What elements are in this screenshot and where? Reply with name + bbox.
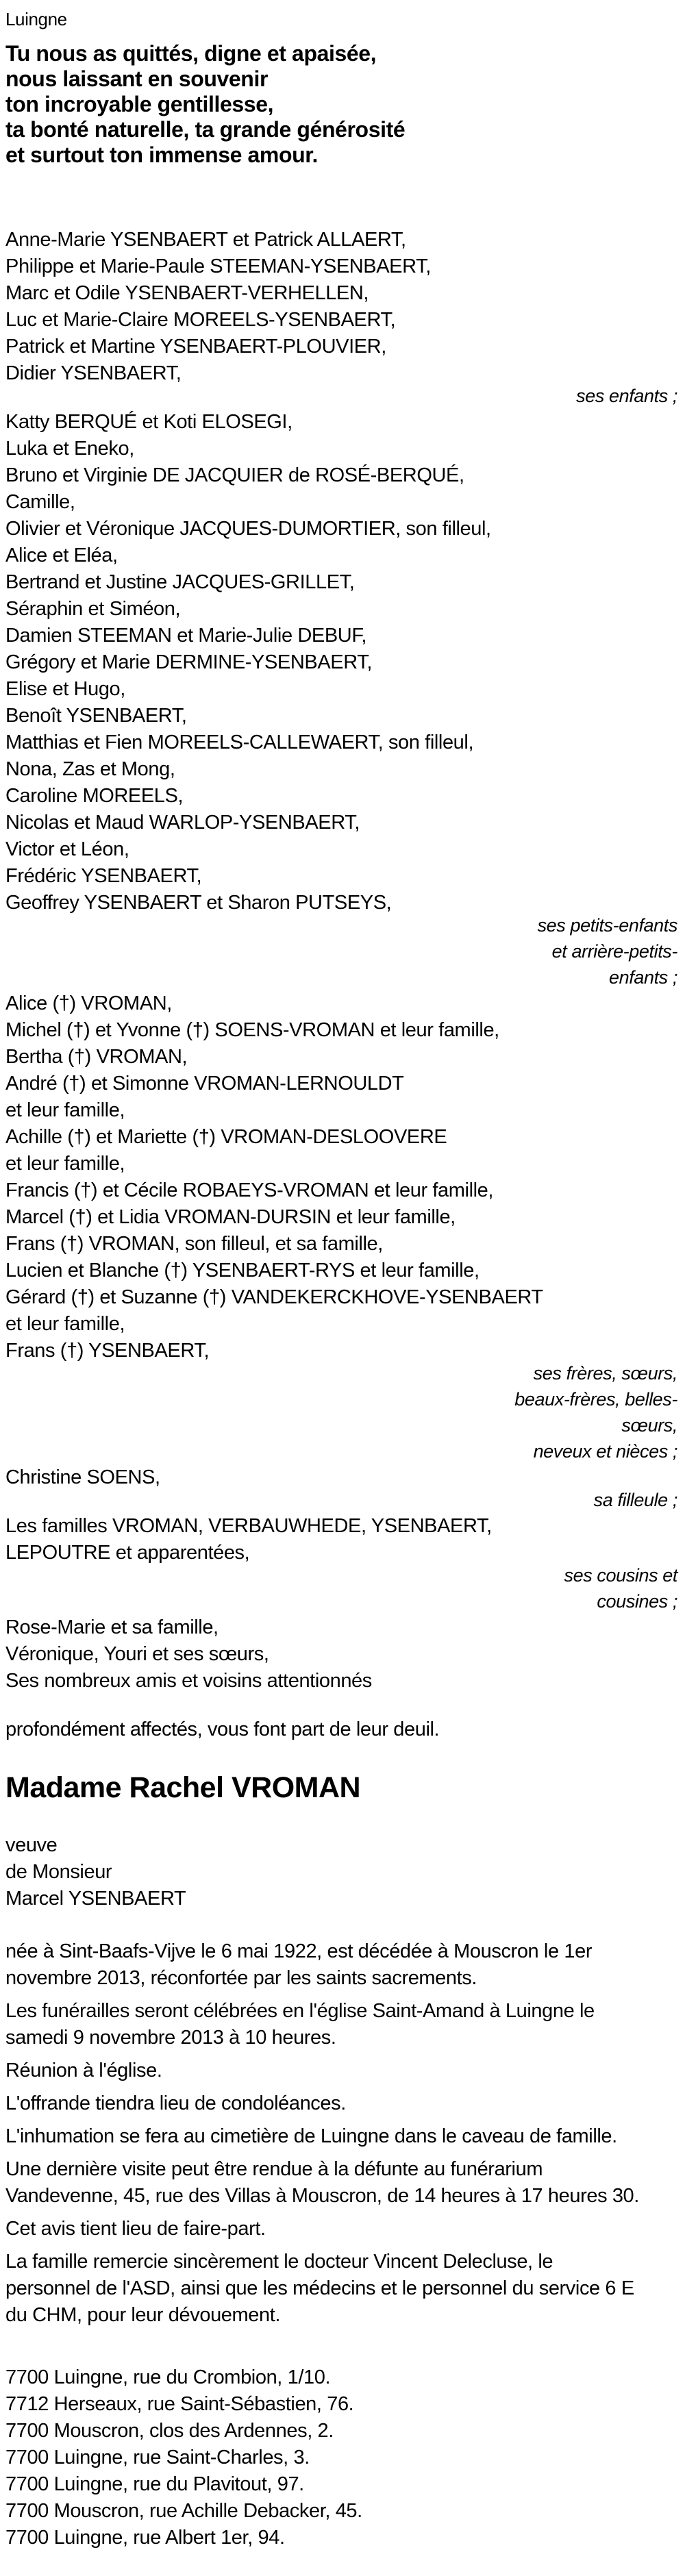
last-visit-paragraph: Une dernière visite peut être rendue à la défunte au funérarium Vandevenne, 45, rue des Villas à Mouscron, de 14 heures à 17 heures 30.: [5, 2158, 639, 2207]
mourner-names: Katty BERQUÉ et Koti ELOSEGI, Luka et Eneko, Bruno et Virginie DE JACQUIER de ROSÉ-BERQUÉ, Camille, Olivier et Véronique JACQUES-DUMORTIER, son filleul, Alice et Eléa, Bertrand et Justine JACQUES-GRILLET, Séraphin et Siméon, Damien STEEMAN et Marie-Julie DEBUF, Grégory et Marie DERMINE-YSENBAERT, Elise et Hugo, Benoît YSENBAERT, Matthias et Fien MOREELS-CALLEWAERT, son filleul, Nona, Zas et Mong, Caroline MOREELS, Nicolas et Maud WARLOP-YSENBAERT, Victor et Léon, Frédéric YSENBAERT, Geoffrey YSENBAERT et Sharon PUTSEYS,: [5, 411, 491, 914]
mourner-names: Anne-Marie YSENBAERT et Patrick ALLAERT, Philippe et Marie-Paule STEEMAN-YSENBAERT, Marc et Odile YSENBAERT-VERHELLEN, Luc et Marie-Claire MOREELS-YSENBAERT, Patrick et Martine YSENBAERT-PLOUVIER, Didier YSENBAERT,: [5, 229, 431, 384]
mourners-group-siblings: [5, 990, 677, 1464]
relationship-annotation: ses petits-enfants et arrière-petits- enfants ;: [537, 915, 677, 988]
deceased-name: Madame Rachel VROMAN: [5, 1771, 361, 1804]
dateline: Luingne: [5, 9, 67, 29]
relationship-annotation: ses cousins et cousines ;: [564, 1565, 677, 1612]
mourner-names: Rose-Marie et sa famille, Véronique, Youri et ses sœurs, Ses nombreux amis et voisins attentionnés: [5, 1616, 372, 1692]
mourner-names: Christine SOENS,: [5, 1466, 160, 1488]
burial-paragraph: L'inhumation se fera au cimetière de Luingne dans le caveau de famille.: [5, 2125, 617, 2147]
widow-of-lines: veuve de Monsieur Marcel YSENBAERT: [5, 1834, 186, 1910]
memorial-quote: Tu nous as quittés, digne et apaisée, nous laissant en souvenir ton incroyable gentillesse, ta bonté naturelle, ta grande générosité et surtout ton immense amour.: [5, 41, 406, 167]
mourners-group-cousins: [5, 1513, 677, 1614]
mourners-group-friends: [5, 1614, 677, 1695]
relationship-annotation: ses frères, sœurs, beaux-frères, belles- sœurs, neveux et nièces ;: [514, 1363, 677, 1462]
relationship-annotation: ses enfants ;: [576, 386, 677, 406]
mourner-names: Alice (†) VROMAN, Michel (†) et Yvonne (†) SOENS-VROMAN et leur famille, Bertha (†) VROMAN, André (†) et Simonne VROMAN-LERNOULDT et leur famille, Achille (†) et Mariette (†) VROMAN-DESLOOVERE et leur famille, Francis (†) et Cécile ROBAEYS-VROMAN et leur famille, Marcel (†) et Lidia VROMAN-DURSIN et leur famille, Frans (†) VROMAN, son filleul, et sa famille, Lucien et Blanche (†) YSENBAERT-RYS et leur famille, Gérard (†) et Suzanne (†) VANDEKERCKHOVE-YSENBAERT et leur famille, Frans (†) YSENBAERT,: [5, 992, 543, 1362]
mourners-list: [5, 227, 677, 1695]
mourner-names: Les familles VROMAN, VERBAUWHEDE, YSENBAERT, LEPOUTRE et apparentées,: [5, 1515, 492, 1564]
closing-sentence: profondément affectés, vous font part de leur deuil.: [5, 1718, 440, 1740]
funeral-paragraph: Les funérailles seront célébrées en l'église Saint-Amand à Luingne le samedi 9 novembre 2013 à 10 heures.: [5, 2000, 595, 2049]
mourners-group-children: [5, 227, 677, 409]
meeting-paragraph: Réunion à l'église.: [5, 2060, 162, 2081]
mourners-group-goddaughter: [5, 1464, 677, 1513]
mourners-group-grandchildren: [5, 409, 677, 990]
offering-paragraph: L'offrande tiendra lieu de condoléances.: [5, 2092, 346, 2114]
birth-death-paragraph: née à Sint-Baafs-Vijve le 6 mai 1922, est décédée à Mouscron le 1er novembre 2013, réconfortée par les saints sacrements.: [5, 1940, 593, 1989]
relationship-annotation: sa filleule ;: [593, 1490, 677, 1510]
notice-paragraph: Cet avis tient lieu de faire-part.: [5, 2218, 266, 2240]
family-addresses: 7700 Luingne, rue du Crombion, 1/10. 7712 Herseaux, rue Saint-Sébastien, 76. 7700 Mouscron, clos des Ardennes, 2. 7700 Luingne, rue Saint-Charles, 3. 7700 Luingne, rue du Plavitout, 97. 7700 Mouscron, rue Achille Debacker, 45. 7700 Luingne, rue Albert 1er, 94.: [5, 2366, 362, 2549]
thanks-paragraph: La famille remercie sincèrement le docteur Vincent Delecluse, le personnel de l'ASD, ainsi que les médecins et le personnel du service 6 E du CHM, pour leur dévouement.: [5, 2251, 634, 2326]
announcement-paragraphs: [5, 1938, 677, 2329]
